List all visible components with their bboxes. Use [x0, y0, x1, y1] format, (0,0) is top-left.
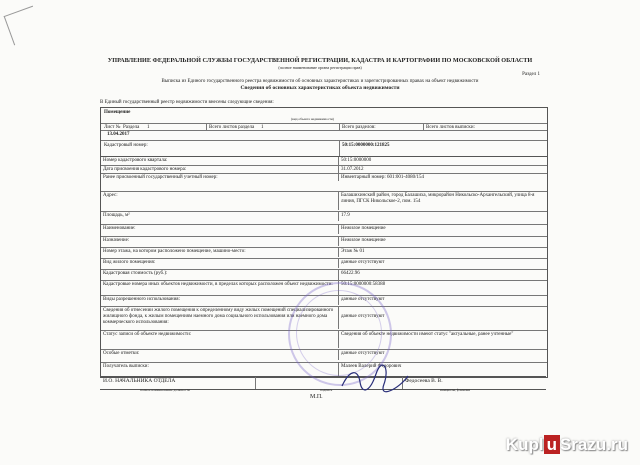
name-note: инициалы, фамилия [440, 388, 470, 392]
watermark-part: u [544, 435, 560, 454]
agency-title: УПРАВЛЕНИЕ ФЕДЕРАЛЬНОЙ СЛУЖБЫ ГОСУДАРСТВЕННОЙ РЕГИСТРАЦИИ, КАДАСТРА И КАРТОГРАФИИ ПО МОСКОВСКОЙ ОБЛАСТИ [107, 57, 533, 64]
row-value: Нежилое помещение [341, 226, 386, 231]
table-row [101, 173, 547, 181]
table-row [101, 269, 547, 280]
intro-text: В Единый государственный реестр недвижимости внесены следующие сведения: [100, 100, 274, 105]
row-label: Наименование: [101, 225, 339, 234]
row-label: Кадастровая стоимость (руб.): [101, 270, 339, 280]
row-label: Номер кадастрового квартала: [101, 157, 339, 165]
section-number-value: 1 [147, 125, 150, 130]
extract-subtitle: Сведения об основных характеристиках объекта недвижимости [240, 85, 400, 91]
total-sections-label: Всего разделов: [342, 125, 376, 130]
row-value: Балашихинский район, город Балашиха, микрорайон Никольско-Архангельский, улица 8-я линия, ПГСК Никольское-2, пом. 154 [341, 193, 535, 204]
table-row [101, 191, 547, 210]
cadastral-label: Кадастровый номер: [104, 143, 148, 148]
table-row [101, 236, 547, 246]
row-value: Сведения об объекте недвижимости имеют статус "актуальные, ранее учтенные" [341, 332, 514, 337]
table-row [101, 247, 547, 257]
row-value: 50:15:0000000:58388 [341, 282, 386, 287]
header-table [100, 107, 548, 157]
row-label: Сведения об отнесении жилого помещения к определенному виду жилых помещений специализированного жилищного фонда, к жилым помещениям наемного дома социального использования или наемного дома коммерческого использования: [101, 307, 339, 329]
extract-title: Выписка из Единого государственного реестра недвижимости об основных характеристиках и зарегистрированных правах на объект недвижимости [161, 79, 479, 84]
row-value: 50:15:0000000 [341, 158, 372, 163]
row-value: данные отсутствуют [341, 351, 385, 356]
row-label: Ранее присвоенный государственный учетный номер: [101, 174, 339, 181]
row-value: Малеев Валерий Федорович [341, 364, 402, 369]
section-label: Раздел 1 [522, 72, 540, 77]
table-row [101, 157, 547, 165]
table-row [101, 224, 547, 234]
section-number-label: Раздела [123, 125, 140, 130]
signature-icon [340, 364, 410, 394]
watermark-part: Srazu.ru [559, 435, 628, 454]
row-label: Адрес: [101, 192, 339, 210]
row-label: Площадь, м² [101, 212, 339, 221]
row-value: данные отсутствуют [341, 297, 385, 302]
row-label: Номер этажа, на котором расположено помещение, машино-место: [101, 248, 339, 257]
row-value: данные отсутствуют [341, 314, 385, 319]
row-value: 66422.96 [341, 271, 360, 276]
page-corner-mark [4, 6, 44, 46]
total-sheets-label: Всего листов раздела [209, 125, 255, 130]
row-value: Инвентарный номер: 601:001-4080/154 [341, 175, 424, 180]
object-type-note: (вид объекта недвижимости) [291, 117, 334, 121]
table-row [101, 165, 547, 173]
row-value: 31.07.2012 [341, 167, 364, 172]
row-value: данные отсутствуют [341, 260, 385, 265]
table-row [101, 258, 547, 268]
row-label: Вид жилого помещения: [101, 259, 339, 268]
position-note: полное наименование должности [140, 388, 190, 392]
watermark-part: Kupl [505, 435, 544, 454]
extract-date: 13.04.2017 [107, 132, 130, 137]
sheet-number-label: Лист № [104, 125, 121, 130]
total-extract-label: Всего листов выписки: [426, 125, 475, 130]
total-sheets-value: 1 [261, 125, 264, 130]
cadastral-value: 50:15:0000000:121825 [342, 143, 390, 148]
stamp-mark: М.П. [310, 394, 323, 400]
row-label: Дата присвоения кадастрового номера: [101, 166, 339, 173]
table-row [101, 211, 547, 221]
agency-note: (полное наименование органа регистрации прав) [278, 65, 362, 70]
row-label: Назначение: [101, 237, 339, 246]
row-value: Нежилое помещение [341, 238, 386, 243]
row-value: 17.9 [341, 213, 350, 218]
watermark-logo [506, 435, 628, 455]
signer-name: Федосеева В. В. [405, 378, 443, 384]
row-label: Получатель выписки: [101, 363, 339, 376]
row-label: Кадастровые номера иных объектов недвижимости, в пределах которых расположен объект недвижимости: [101, 281, 339, 295]
row-label: Статус записи об объекте недвижимости: [101, 331, 339, 348]
row-value: Этаж № 01 [341, 249, 365, 254]
signer-position: И.О. НАЧАЛЬНИКА ОТДЕЛА [103, 378, 176, 384]
row-label: Виды разрешенного использования: [101, 296, 339, 305]
signature-note: подпись [320, 388, 333, 392]
object-type: Помещение [104, 110, 131, 115]
row-label: Особые отметки: [101, 350, 339, 360]
